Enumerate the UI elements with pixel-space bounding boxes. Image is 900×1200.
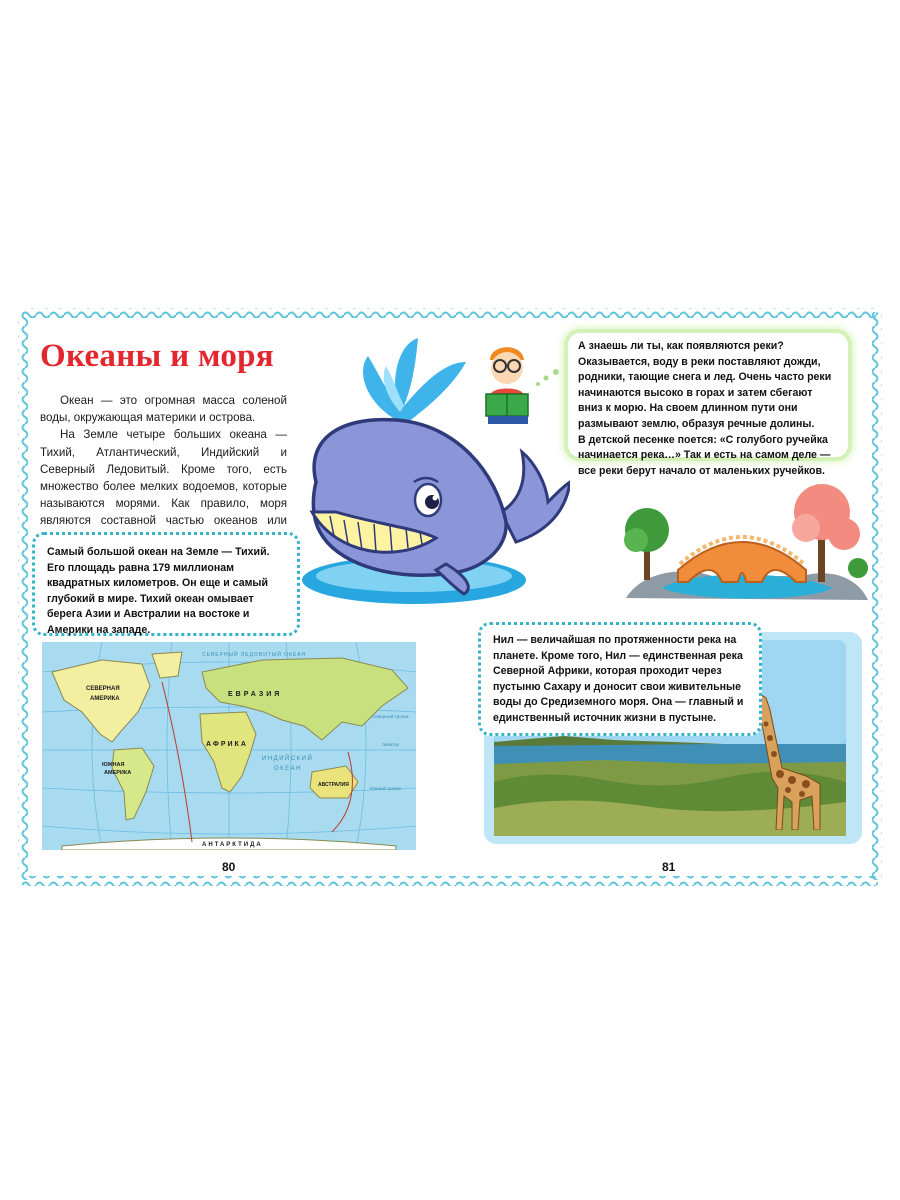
map-label-equator: Экватор: [382, 742, 399, 747]
map-label-north-america-2: АМЕРИКА: [90, 696, 120, 702]
pacific-note-text: Самый большой океан на Земле — Тихий. Его площадь равна 179 миллионам квадратных километров. Он еще и самый глубокий в мире. Тихий океан омывает берега Азии и Австралии на востоке и Америки на западе.: [47, 546, 270, 636]
map-label-north-america-1: СЕВЕРНАЯ: [86, 686, 120, 692]
map-label-antarctica: АНТАРКТИДА: [202, 842, 263, 848]
map-label-tropic-south: Южный тропик: [370, 786, 402, 791]
pacific-note-box: [32, 532, 300, 636]
bridge-trees-illustration: [622, 478, 870, 610]
rivers-note-text-1: А знаешь ли ты, как появляются реки? Оказывается, воду в реки поставляют дожди, родники, тающие снега и лед. Очень часто реки начинаются высоко в горах и затем сбегают вниз к морю. На своем длинном пути они размывают землю, образуя речные долины.: [578, 340, 832, 430]
map-label-ocean-word: ОКЕАН: [274, 766, 302, 772]
page-number-right: 81: [662, 860, 676, 874]
page-title: Океаны и моря: [40, 338, 274, 374]
intro-paragraph-1: Океан — это огромная масса соленой воды, окружающая материки и острова.: [40, 394, 287, 425]
map-label-south-america-1: ЮЖНАЯ: [102, 762, 125, 768]
intro-text: [40, 392, 287, 547]
map-label-tropic-north: Северный тропик: [372, 714, 409, 719]
rivers-note-text-2: В детской песенке поется: «С голубого ручейка начинается река…» Так и есть на самом деле — все реки берут начало от маленьких ручейков.: [578, 433, 831, 477]
rivers-note-box: [568, 333, 848, 477]
map-label-south-america-2: АМЕРИКА: [104, 770, 132, 776]
nile-note-text: Нил — величайшая по протяженности река на планете. Кроме того, Нил — единственная река Северной Африки, которая проходит через пустыню Сахару и доносит свои живительные воды до Средиземного моря. Она — главный и единственный источник жизни в пустыне.: [493, 634, 744, 724]
intro-paragraph-2: На Земле четыре больших океана — Тихий, Атлантический, Индийский и Северный Ледовитый. Кроме того, есть множество более мелких водоемов, которые называются морями. Как правило, моря являются составной частью океанов или: [40, 428, 287, 528]
map-label-africa: АФРИКА: [206, 741, 248, 748]
map-label-australia: АВСТРАЛИЯ: [318, 782, 349, 788]
map-label-eurasia: ЕВРАЗИЯ: [228, 691, 283, 698]
nile-note-box: [478, 622, 762, 736]
map-label-indian: ИНДИЙСКИЙ: [262, 756, 314, 762]
boy-reading-illustration: [476, 338, 568, 426]
world-map: [42, 642, 416, 850]
map-label-arctic-ocean: СЕВЕРНЫЙ ЛЕДОВИТЫЙ ОКЕАН: [202, 652, 307, 658]
page-number-left: 80: [222, 860, 236, 874]
